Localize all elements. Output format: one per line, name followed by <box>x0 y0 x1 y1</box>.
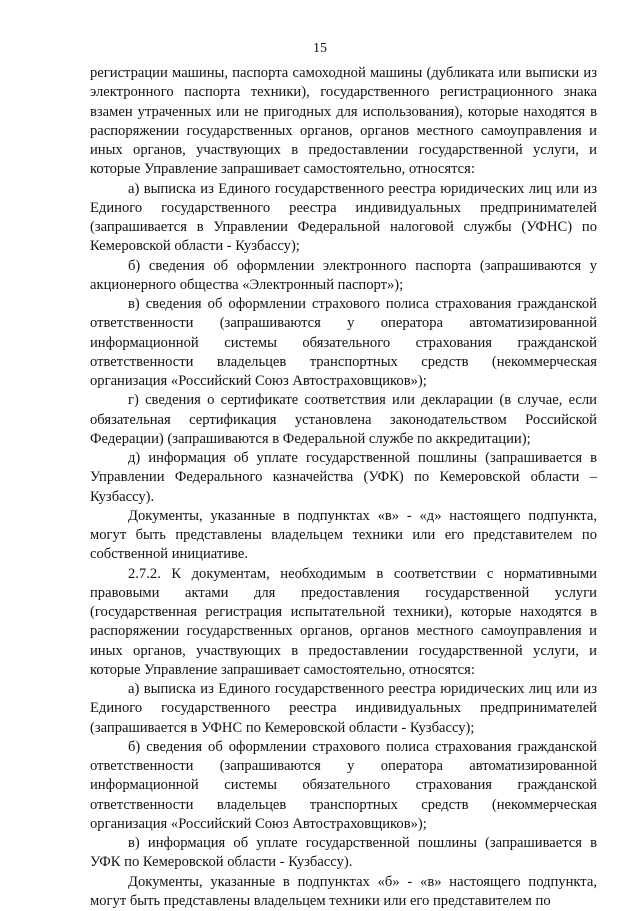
paragraph: г) сведения о сертификате соответствия или декларации (в случае, если обязательная сертификация установлена законодательством Российской Федерации) (запрашиваются в Федеральной службе по аккредитации); <box>90 391 597 449</box>
paragraph: в) информация об уплате государственной пошлины (запрашивается в УФК по Кемеровской области - Кузбассу). <box>90 834 597 873</box>
document-body <box>90 64 597 911</box>
page-number: 15 <box>0 41 640 57</box>
paragraph: Документы, указанные в подпунктах «б» - «в» настоящего подпункта, могут быть представлены владельцем техники или его представителем по <box>90 873 597 911</box>
paragraph: регистрации машины, паспорта самоходной машины (дубликата или выписки из электронного паспорта техники), государственного регистрационного знака взамен утраченных или не пригодных для использования), которые находятся в распоряжении государственных органов, органов местного самоуправления и иных органов, участвующих в предоставлении государственной услуги, и которые Управление запрашивает самостоятельно, относятся: <box>90 64 597 180</box>
paragraph: Документы, указанные в подпунктах «в» - «д» настоящего подпункта, могут быть представлены владельцем техники или его представителем по собственной инициативе. <box>90 507 597 565</box>
paragraph: д) информация об уплате государственной пошлины (запрашивается в Управлении Федерального казначейства (УФК) по Кемеровской области – Кузбассу). <box>90 449 597 507</box>
paragraph: 2.7.2. К документам, необходимым в соответствии с нормативными правовыми актами для предоставления государственной услуги (государственная регистрация испытательной техники), которые находятся в распоряжении государственных органов, органов местного самоуправления и иных органов, участвующих в предоставлении государственной услуги, и которые Управление запрашивает самостоятельно, относятся: <box>90 565 597 681</box>
paragraph: б) сведения об оформлении страхового полиса страхования гражданской ответственности (запрашиваются у оператора автоматизированной информационной системы обязательного страхования гражданской ответственности владельцев транспортных средств (некоммерческая организация «Российский Союз Автостраховщиков»); <box>90 738 597 834</box>
paragraph: а) выписка из Единого государственного реестра юридических лиц или из Единого государственного реестра индивидуальных предпринимателей (запрашивается в УФНС по Кемеровской области - Кузбассу); <box>90 680 597 738</box>
paragraph: в) сведения об оформлении страхового полиса страхования гражданской ответственности (запрашиваются у оператора автоматизированной информационной системы обязательного страхования гражданской ответственности владельцев транспортных средств (некоммерческая организация «Российский Союз Автостраховщиков»); <box>90 295 597 391</box>
paragraph: а) выписка из Единого государственного реестра юридических лиц или из Единого государственного реестра индивидуальных предпринимателей (запрашивается в Управлении Федеральной налоговой службы (УФНС) по Кемеровской области - Кузбассу); <box>90 180 597 257</box>
paragraph: б) сведения об оформлении электронного паспорта (запрашиваются у акционерного общества «Электронный паспорт»); <box>90 257 597 296</box>
